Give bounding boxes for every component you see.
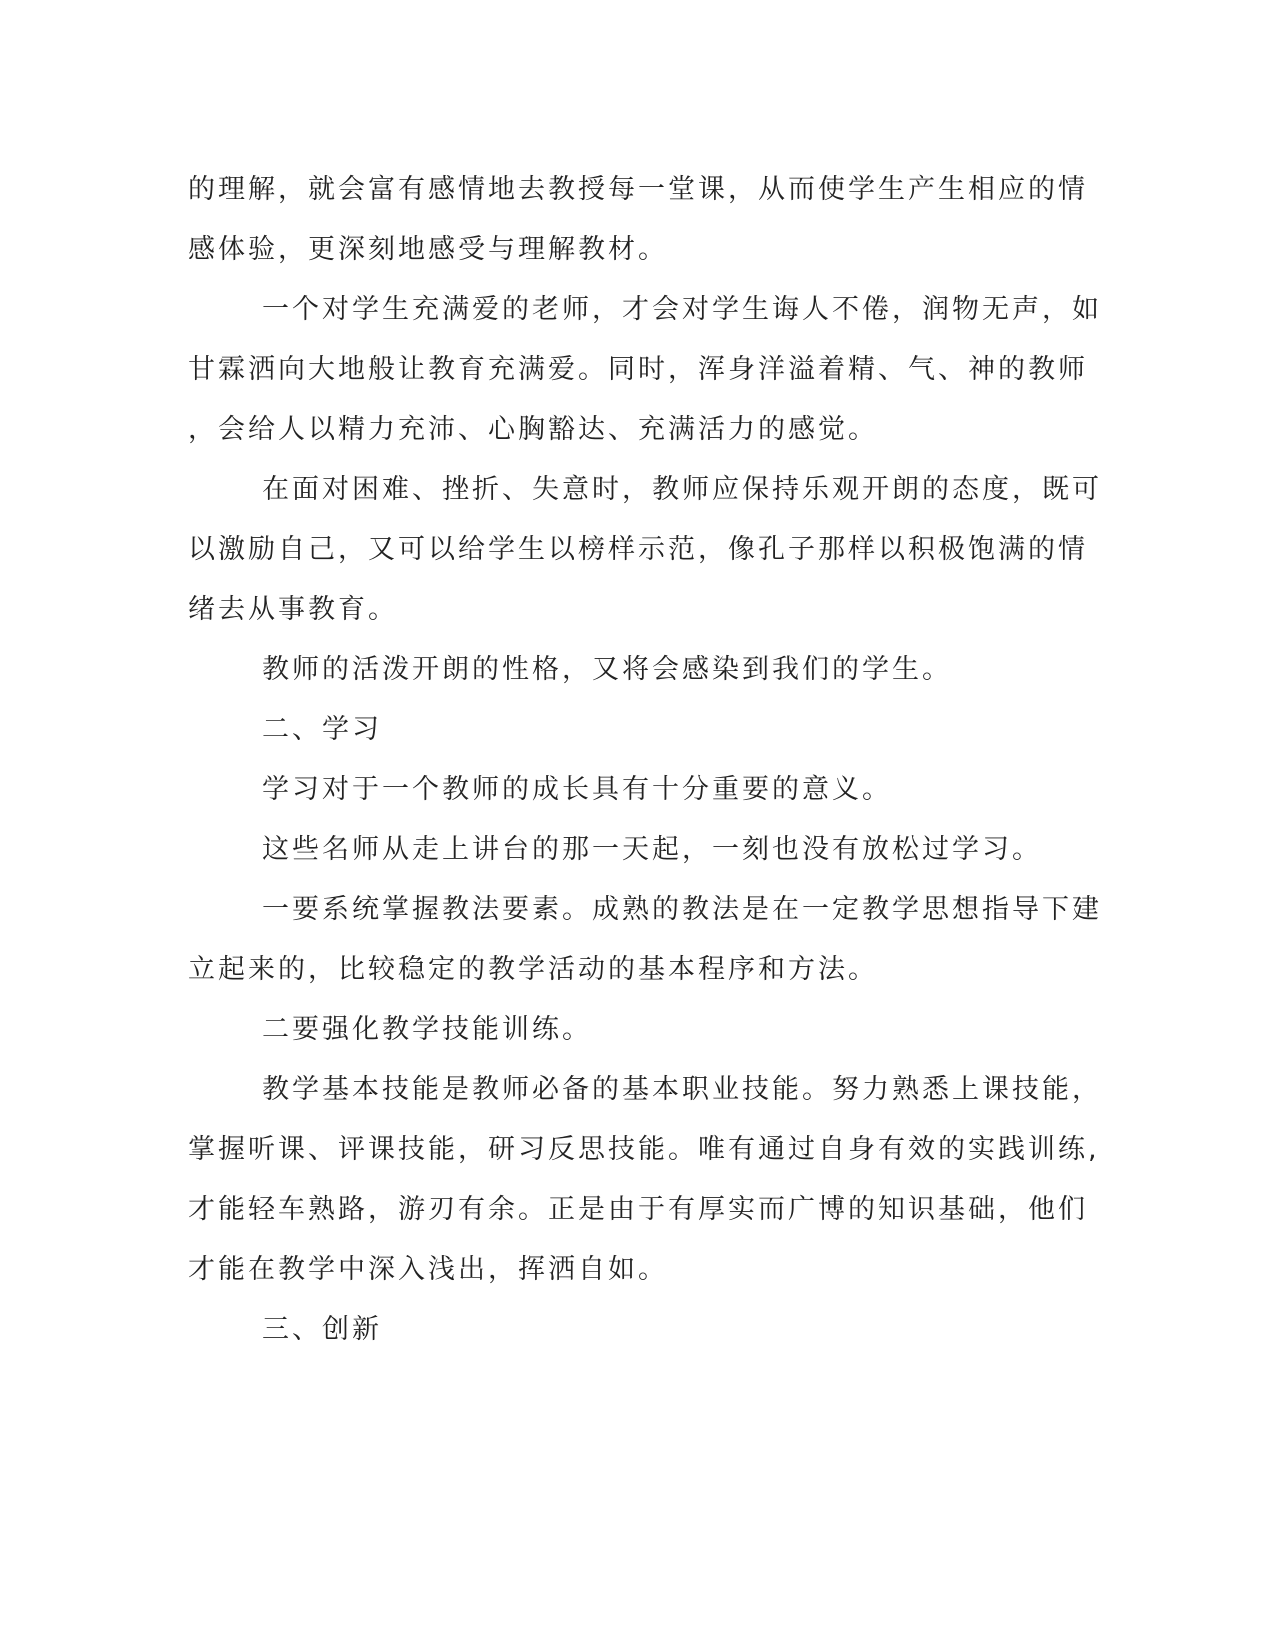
text-line: 绪去从事教育。 (188, 594, 398, 625)
text-line: ，会给人以精力充沛、心胸豁达、充满活力的感觉。 (188, 414, 878, 445)
text-line: 一个对学生充满爱的老师，才会对学生诲人不倦，润物无声，如 (262, 294, 1102, 325)
text-line: 甘霖洒向大地般让教育充满爱。同时，浑身洋溢着精、气、神的教师 (188, 354, 1088, 385)
text-line: 以激励自己，又可以给学生以榜样示范，像孔子那样以积极饱满的情 (188, 534, 1088, 565)
text-line: 感体验，更深刻地感受与理解教材。 (188, 234, 668, 265)
text-line: 教学基本技能是教师必备的基本职业技能。努力熟悉上课技能， (262, 1074, 1102, 1105)
text-line: 才能轻车熟路，游刃有余。正是由于有厚实而广博的知识基础，他们 (188, 1194, 1088, 1225)
text-line: 二要强化教学技能训练。 (262, 1014, 592, 1045)
text-line: 才能在教学中深入浅出，挥洒自如。 (188, 1254, 668, 1285)
text-line: 的理解，就会富有感情地去教授每一堂课，从而使学生产生相应的情 (188, 174, 1088, 205)
section-heading: 三、创新 (262, 1314, 382, 1345)
text-line: 学习对于一个教师的成长具有十分重要的意义。 (262, 774, 892, 805)
document-body (188, 160, 1102, 1360)
text-line: 一要系统掌握教法要素。成熟的教法是在一定教学思想指导下建 (262, 894, 1102, 925)
text-line: 立起来的，比较稳定的教学活动的基本程序和方法。 (188, 954, 878, 985)
section-heading: 二、学习 (262, 714, 382, 745)
text-line: 掌握听课、评课技能，研习反思技能。唯有通过自身有效的实践训练, (188, 1134, 1100, 1165)
text-line: 这些名师从走上讲台的那一天起，一刻也没有放松过学习。 (262, 834, 1042, 865)
text-line: 教师的活泼开朗的性格，又将会感染到我们的学生。 (262, 654, 952, 685)
text-line: 在面对困难、挫折、失意时，教师应保持乐观开朗的态度，既可 (262, 474, 1102, 505)
